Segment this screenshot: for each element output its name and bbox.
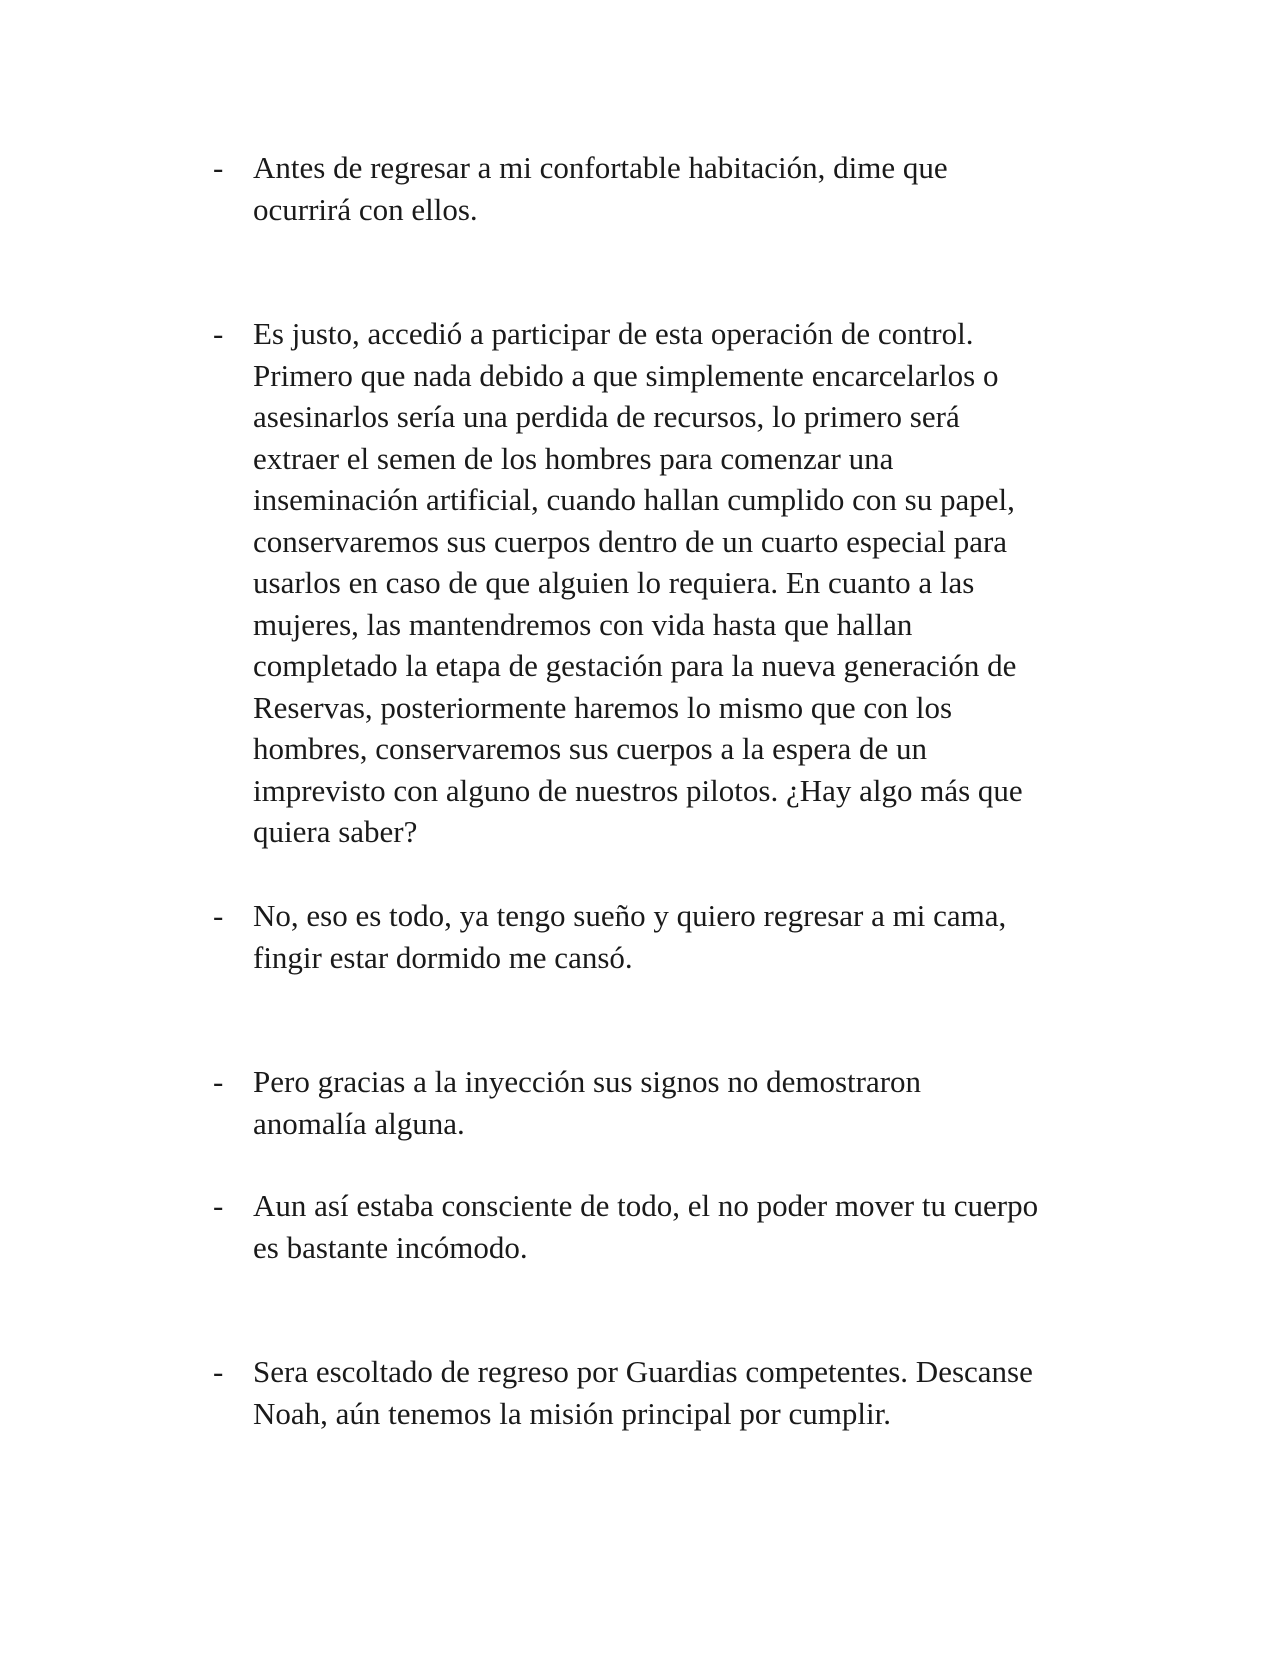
dialogue-text: Aun así estaba consciente de todo, el no poder mover tu cuerpo es bastante incómodo.: [253, 1188, 1039, 1265]
dialogue-entry: [213, 1185, 1113, 1268]
dialogue-text: Antes de regresar a mi confortable habitación, dime que ocurrirá con ellos.: [253, 150, 948, 227]
dialogue-text: Sera escoltado de regreso por Guardias competentes. Descanse Noah, aún tenemos la misión principal por cumplir.: [253, 1354, 1033, 1431]
dialogue-text: Es justo, accedió a participar de esta operación de control. Primero que nada debido a que simplemente encarcelarlos o asesinarlos sería una perdida de recursos, lo primero será extraer el semen de los hombres para comenzar una inseminación artificial, cuando hallan cumplido con su papel, conservaremos sus cuerpos dentro de un cuarto especial para usarlos en caso de que alguien lo requiera. En cuanto a las mujeres, las mantendremos con vida hasta que hallan completado la etapa de gestación para la nueva generación de Reservas, posteriormente haremos lo mismo que con los hombres, conservaremos sus cuerpos a la espera de un imprevisto con alguno de nuestros pilotos. ¿Hay algo más que quiera saber?: [253, 316, 1023, 849]
dialogue-dash: -: [213, 1354, 224, 1389]
dialogue-dash: -: [213, 898, 224, 933]
dialogue-entry: [213, 313, 1113, 853]
dialogue-dash: -: [213, 1064, 224, 1099]
dialogue-text: Pero gracias a la inyección sus signos no demostraron anomalía alguna.: [253, 1064, 922, 1141]
dialogue-entry: [213, 1061, 1113, 1144]
dialogue-entry: [213, 895, 1113, 978]
dialogue-entry: [213, 147, 1113, 230]
dialogue-dash: -: [213, 316, 224, 351]
dialogue-dash: -: [213, 150, 224, 185]
dialogue-dash: -: [213, 1188, 224, 1223]
dialogue-text: No, eso es todo, ya tengo sueño y quiero regresar a mi cama, fingir estar dormido me cansó.: [253, 898, 1007, 975]
dialogue-entry: [213, 1351, 1113, 1434]
